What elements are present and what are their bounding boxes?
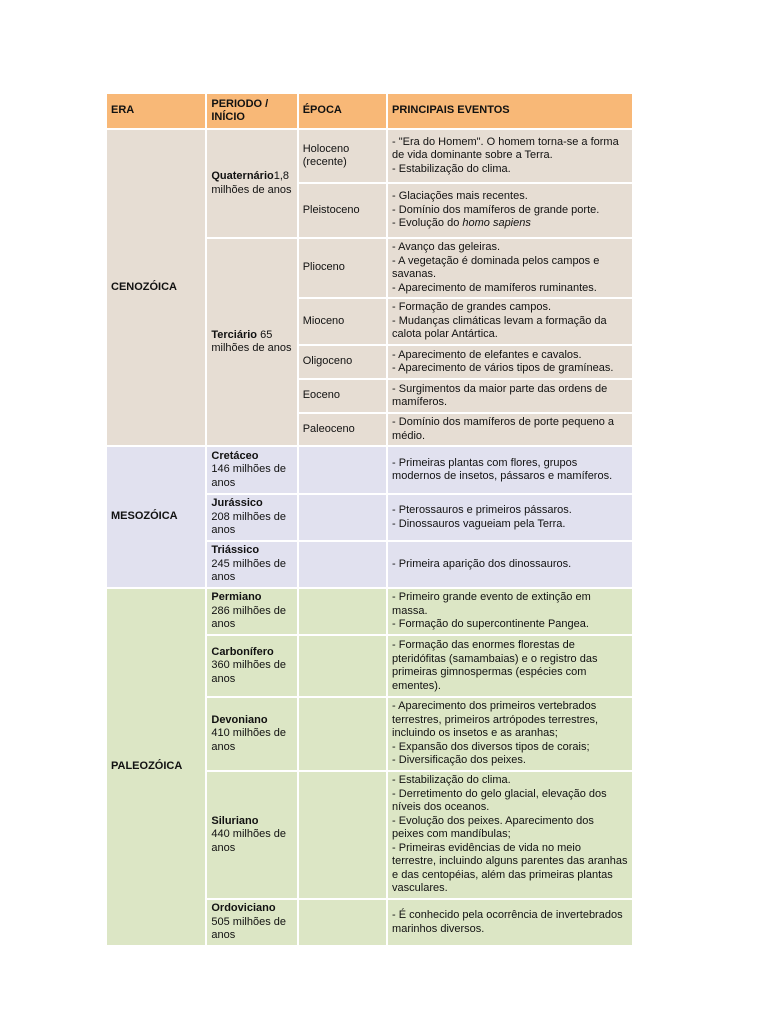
- event-item: - Surgimentos da maior parte das ordens de mamíferos.: [392, 382, 608, 408]
- event-item: - Estabilização do clima.: [392, 774, 511, 787]
- event-item: - Avanço das geleiras.: [392, 241, 501, 253]
- events-cell: [388, 414, 632, 445]
- period-name: Triássico: [211, 544, 260, 557]
- event-item: - Aparecimento de elefantes e cavalos.: [392, 348, 582, 361]
- epoch-name: Oligoceno: [302, 355, 353, 368]
- epoch-cell: [299, 636, 386, 696]
- event-item: - Expansão dos diversos tipos de corais;: [392, 740, 590, 753]
- events-cell: [388, 130, 632, 182]
- period-start: 410 milhões de anos: [211, 727, 286, 753]
- period-start: 440 milhões de anos: [211, 828, 286, 854]
- period-cell: [207, 130, 296, 237]
- header-epoca: ÉPOCA: [299, 94, 386, 128]
- epoch-cell: [299, 495, 386, 540]
- era-name: PALEOZÓICA: [111, 760, 183, 773]
- period-name: Cretáceo: [211, 449, 259, 462]
- epoch-cell: [299, 239, 386, 297]
- event-item: - Diversificação dos peixes.: [392, 754, 526, 767]
- era-cell: [107, 447, 205, 587]
- event-item: - Mudanças climáticas levam a formação da calota polar Antártica.: [392, 314, 607, 341]
- epoch-name: Paleoceno: [302, 422, 355, 435]
- epoch-name: Eoceno: [302, 389, 341, 402]
- epoch-cell: [299, 542, 386, 587]
- era-name: CENOZÓICA: [111, 280, 177, 293]
- epoch-name: Mioceno: [302, 314, 345, 327]
- period-start: 286 milhões de anos: [211, 604, 286, 631]
- events-cell: [388, 698, 632, 770]
- event-item: - A vegetação é dominada pelos campos e savanas.: [392, 254, 600, 280]
- events-cell: [388, 589, 632, 634]
- period-name: Permiano: [211, 591, 262, 604]
- geologic-time-table-container: [105, 92, 634, 947]
- events-cell: [388, 239, 632, 297]
- event-item: - Primeiras evidências de vida no meio terrestre, incluindo alguns parentes das aranhas e das centopéias, além das primeiras plantas vasculares.: [392, 841, 628, 895]
- table-header-row: [107, 94, 632, 128]
- event-item: - Estabilização do clima.: [392, 162, 511, 175]
- header-periodo: PERIODO / INÍCIO: [207, 94, 296, 128]
- table-row: [107, 130, 632, 182]
- period-cell: [207, 772, 296, 898]
- event-item: - Domínio dos mamíferos de porte pequeno a médio.: [392, 416, 615, 442]
- epoch-cell: [299, 346, 386, 378]
- header-eventos: PRINCIPAIS EVENTOS: [388, 94, 632, 128]
- event-item: - É conhecido pela ocorrência de invertebrados marinhos diversos.: [392, 909, 623, 935]
- era-name: MESOZÓICA: [111, 510, 178, 523]
- period-start: 208 milhões de anos: [211, 510, 286, 537]
- epoch-cell: [299, 184, 386, 237]
- epoch-cell: [299, 414, 386, 445]
- event-item: - Primeira aparição dos dinossauros.: [392, 557, 572, 570]
- event-item: - Dinossauros vagueiam pela Terra.: [392, 517, 566, 530]
- period-start: 245 milhões de anos: [211, 557, 286, 584]
- geologic-time-table: [105, 92, 634, 947]
- period-name: Jurássico: [211, 497, 263, 510]
- events-cell: [388, 636, 632, 696]
- events-cell: [388, 346, 632, 378]
- epoch-cell: [299, 130, 386, 182]
- period-start: 65 milhões de anos: [211, 328, 292, 354]
- period-cell: [207, 495, 296, 540]
- event-item: - Pterossauros e primeiros pássaros.: [392, 504, 572, 516]
- period-cell: [207, 589, 296, 634]
- header-era: ERA: [107, 94, 205, 128]
- event-item: - Aparecimento de vários tipos de gramíneas.: [392, 362, 614, 374]
- epoch-name: Holoceno (recente): [302, 142, 350, 168]
- epoch-cell: [299, 698, 386, 770]
- epoch-name: Pleistoceno: [302, 203, 360, 216]
- period-cell: [207, 698, 296, 770]
- events-cell: [388, 772, 632, 898]
- period-name: Devoniano: [211, 713, 268, 726]
- period-start: 146 milhões de anos: [211, 463, 286, 489]
- period-cell: [207, 239, 296, 445]
- event-item: - Formação das enormes florestas de pteridófitas (samambaias) e o registro das primeiras gimnospermas (espécies com ementes).: [392, 639, 598, 692]
- period-start: 1,8 milhões de anos: [211, 170, 292, 196]
- epoch-name: Plioceno: [302, 261, 345, 274]
- events-cell: [388, 380, 632, 412]
- event-item: - "Era do Homem". O homem torna-se a forma de vida dominante sobre a Terra.: [392, 135, 619, 162]
- period-cell: [207, 636, 296, 696]
- period-cell: [207, 447, 296, 493]
- period-cell: [207, 542, 296, 587]
- event-item: - Evolução dos peixes. Aparecimento dos peixes com mandíbulas;: [392, 814, 594, 841]
- era-cell: [107, 589, 205, 945]
- era-cell: [107, 130, 205, 445]
- event-item: - Evolução do homo sapiens: [392, 217, 531, 230]
- period-name: Quaternário: [211, 170, 274, 182]
- epoch-cell: [299, 589, 386, 634]
- epoch-cell: [299, 380, 386, 412]
- epoch-cell: [299, 900, 386, 945]
- period-name: Siluriano: [211, 814, 259, 827]
- events-cell: [388, 900, 632, 945]
- table-body: [107, 130, 632, 945]
- event-item: - Primeiro grande evento de extinção em massa.: [392, 591, 591, 617]
- table-row: [107, 589, 632, 634]
- period-name: Carbonífero: [211, 645, 274, 658]
- event-item: - Formação do supercontinente Pangea.: [392, 618, 589, 631]
- events-cell: [388, 495, 632, 540]
- event-item: - Primeiras plantas com flores, grupos modernos de insetos, pássaros e mamíferos.: [392, 456, 613, 482]
- epoch-cell: [299, 447, 386, 493]
- epoch-cell: [299, 772, 386, 898]
- period-start: 505 milhões de anos: [211, 915, 286, 942]
- events-cell: [388, 447, 632, 493]
- period-name: Terciário: [211, 328, 258, 341]
- event-item: - Glaciações mais recentes.: [392, 190, 528, 203]
- events-cell: [388, 542, 632, 587]
- period-cell: [207, 900, 296, 945]
- events-cell: [388, 184, 632, 237]
- table-row: [107, 447, 632, 493]
- event-item: - Domínio dos mamíferos de grande porte.: [392, 203, 600, 216]
- event-item: - Derretimento do gelo glacial, elevação dos níveis dos oceanos.: [392, 787, 607, 814]
- event-item: - Formação de grandes campos.: [392, 301, 552, 314]
- event-item: - Aparecimento dos primeiros vertebrados terrestres, primeiros artrópodes terrestres, incluindo os insetos e as aranhas;: [392, 700, 599, 740]
- event-item: - Aparecimento de mamíferos ruminantes.: [392, 281, 597, 294]
- period-name: Ordoviciano: [211, 902, 276, 915]
- epoch-cell: [299, 299, 386, 344]
- events-cell: [388, 299, 632, 344]
- period-start: 360 milhões de anos: [211, 659, 286, 685]
